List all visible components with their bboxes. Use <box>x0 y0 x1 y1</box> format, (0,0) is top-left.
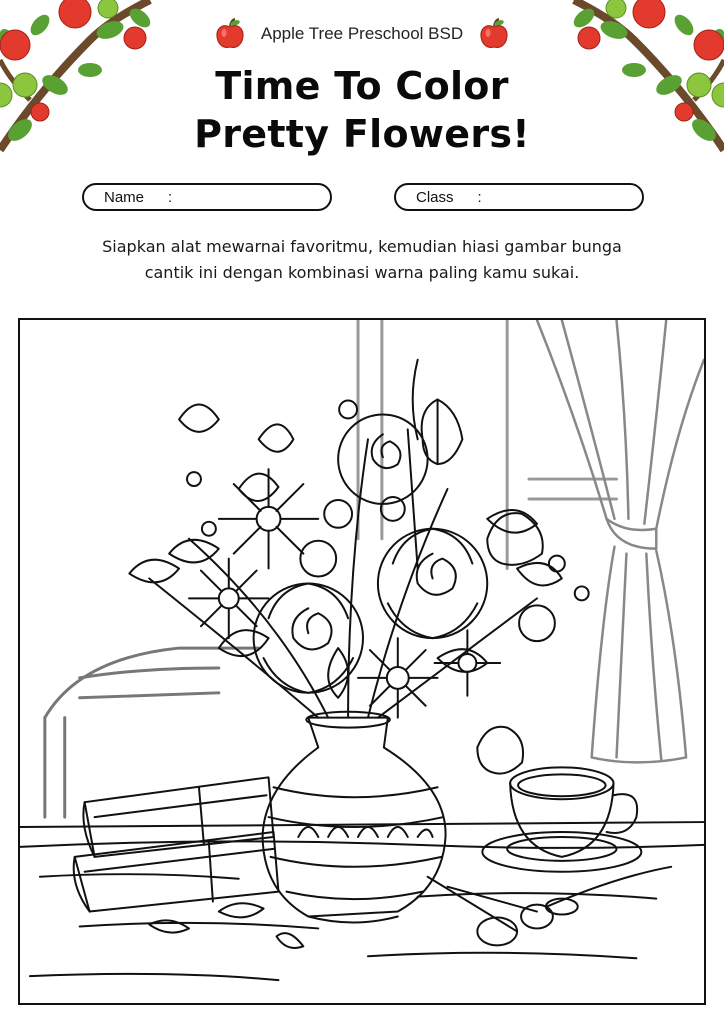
curtain <box>537 320 704 762</box>
daisies <box>189 469 500 718</box>
apple-icon <box>479 18 509 50</box>
vase <box>263 712 446 923</box>
class-separator: : <box>477 188 482 206</box>
class-label: Class <box>416 188 454 206</box>
title-line-2: Pretty Flowers! <box>194 112 530 156</box>
flower-vase-illustration <box>20 320 704 1003</box>
window <box>358 320 616 569</box>
class-field[interactable] <box>394 183 644 211</box>
scissors <box>428 877 553 946</box>
tulips <box>422 400 543 774</box>
coloring-frame <box>18 318 706 1005</box>
name-value[interactable] <box>172 185 330 209</box>
instructions-line-1: Siapkan alat mewarnai favoritmu, kemudian hiasi gambar bunga <box>102 237 622 256</box>
name-label: Name <box>104 188 145 206</box>
instructions <box>60 234 664 286</box>
page-title <box>0 62 724 158</box>
table <box>20 822 704 980</box>
apple-icon <box>215 18 245 50</box>
school-header <box>0 16 724 52</box>
chair <box>45 648 259 817</box>
class-value[interactable] <box>482 185 642 209</box>
school-name: Apple Tree Preschool BSD <box>260 24 464 43</box>
name-separator: : <box>168 188 173 206</box>
name-field[interactable] <box>82 183 332 211</box>
instructions-line-2: cantik ini dengan kombinasi warna paling kamu sukai. <box>144 263 580 282</box>
title-line-1: Time To Color <box>215 64 509 108</box>
